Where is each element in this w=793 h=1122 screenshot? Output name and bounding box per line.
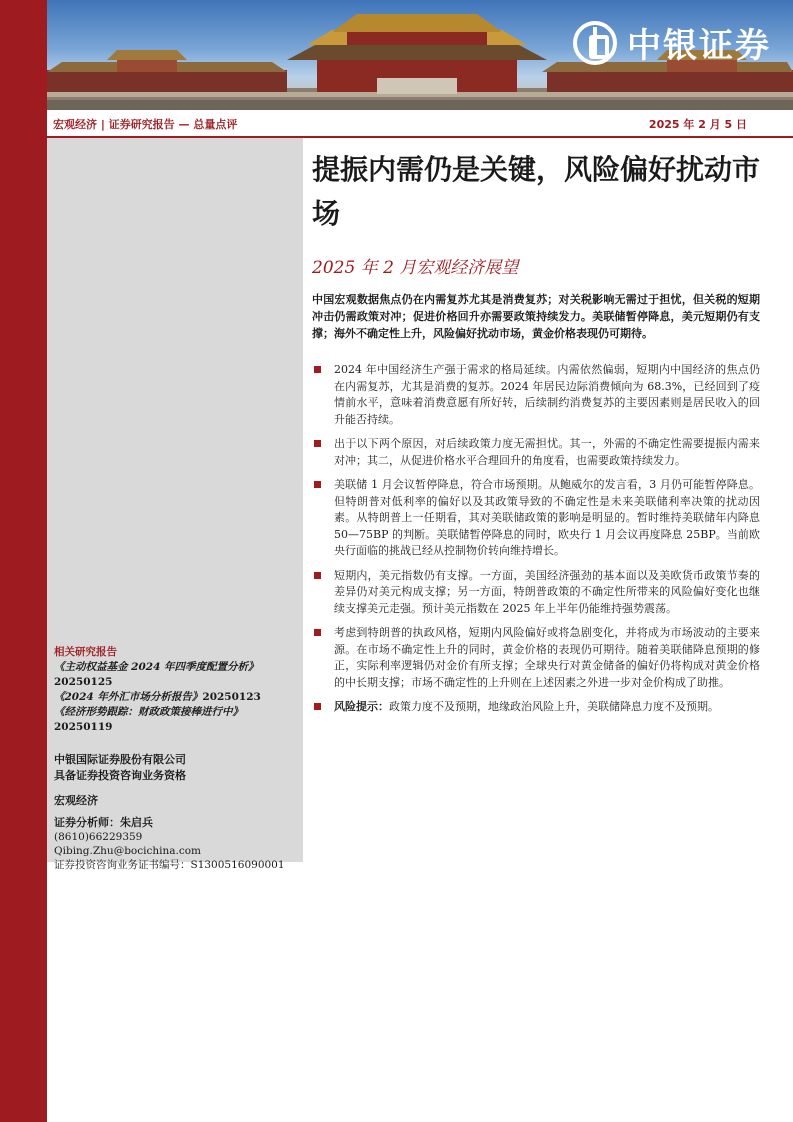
- left-red-bar: [0, 0, 47, 1122]
- related-report-title[interactable]: 《2024 年外汇市场分析报告》20250123: [54, 691, 261, 703]
- report-category: 宏观经济 | 证券研究报告 — 总量点评: [53, 118, 238, 131]
- header-banner: [47, 0, 793, 110]
- analyst-license: 证券投资咨询业务证书编号：S1300516090001: [54, 859, 285, 871]
- analyst-name: 证券分析师：朱启兵: [54, 816, 153, 829]
- report-date: 2025 年 2 月 5 日: [648, 118, 747, 131]
- bullet-square-icon: [314, 572, 321, 579]
- related-report-date: 20250119: [54, 721, 113, 733]
- related-reports: [54, 645, 298, 735]
- related-report-date: 20250125: [54, 676, 113, 688]
- brand-logo: [573, 18, 771, 67]
- report-subtitle: 2025 年 2 月宏观经济展望: [312, 258, 519, 278]
- sector-label: 宏观经济: [54, 794, 98, 807]
- list-item: 短期内，美元指数仍有支撑。一方面，美国经济强劲的基本面以及美欧货币政策节奏的差异仍对美元构成支撑；另一方面，特朗普政策的不确定性所带来的风险偏好变化也继续支撑美元走强。预计美元指数在 2025 年上半年仍能维持强势震荡。: [312, 568, 760, 618]
- risk-text: 政策力度不及预期，地缘政治风险上升，美联储降息力度不及预期。: [389, 700, 719, 713]
- list-item: 2024 年中国经济生产强于需求的格局延续。内需依然偏弱，短期内中国经济的焦点仍在内需复苏，尤其是消费的复苏。2024 年居民边际消费倾向为 68.3%，已经回到了疫情前水平，意味着消费意愿有所好转，后续制约消费复苏的主要因素则是居民收入的回升能否持续。: [312, 362, 760, 428]
- company-info: [54, 752, 298, 784]
- key-points-list: [312, 362, 760, 724]
- company-name: 中银国际证券股份有限公司: [54, 753, 186, 766]
- analyst-info: [54, 816, 298, 872]
- bullet-square-icon: [314, 703, 321, 710]
- related-heading: 相关研究报告: [54, 646, 117, 658]
- related-report-title[interactable]: 《主动权益基金 2024 年四季度配置分析》: [54, 661, 259, 673]
- bullet-square-icon: [314, 440, 321, 447]
- list-item: 考虑到特朗普的执政风格，短期内风险偏好或将急剧变化，并将成为市场波动的主要来源。在市场不确定性上升的同时，黄金价格的表现仍可期待。随着美联储降息预期的修正，实际利率逻辑仍对金价有所支撑；全球央行对黄金储备的偏好仍将构成对黄金价格的中长期支撑；市场不确定性的上升则在上述因素之外进一步对金价构成了助推。: [312, 625, 760, 691]
- report-subheader: [47, 110, 793, 138]
- risk-label: 风险提示：: [334, 700, 389, 713]
- list-item: 美联储 1 月会议暂停降息，符合市场预期。从鲍威尔的发言看，3 月仍可能暂停降息。但特朗普对低利率的偏好以及其政策导致的不确定性是未来美联储利率决策的扰动因素。从特朗普上一任期看，其对美联储政策的影响是明显的。暂时维持美联储年内降息 50—75BP 的判断。美联储暂停降息的同时，欧央行 1 月会议再度降息 25BP。当前欧央行面临的挑战已经从控制物价转向维持增长。: [312, 477, 760, 560]
- bullet-square-icon: [314, 629, 321, 636]
- bullet-square-icon: [314, 481, 321, 488]
- related-report-title[interactable]: 《经济形势跟踪：财政政策接棒进行中》: [54, 706, 243, 718]
- list-item: 出于以下两个原因，对后续政策力度无需担忧。其一，外需的不确定性需要提振内需来对冲；其二，从促进价格水平合理回升的角度看，也需要政策持续发力。: [312, 436, 760, 469]
- related-report-date: 20250123: [202, 691, 261, 703]
- risk-item: [312, 699, 760, 716]
- report-title: 提振内需仍是关键，风险偏好扰动市场: [312, 153, 761, 230]
- analyst-email[interactable]: Qibing.Zhu@bocichina.com: [54, 845, 201, 857]
- boc-logo-icon: [573, 21, 617, 65]
- bullet-square-icon: [314, 366, 321, 373]
- brand-name: 中银证券: [627, 26, 771, 66]
- report-summary: 中国宏观数据焦点仍在内需复苏尤其是消费复苏；对关税影响无需过于担忧，但关税的短期冲击仍需政策对冲；促进价格回升亦需要政策持续发力。美联储暂停降息，美元短期仍有支撑；海外不确定性上升，风险偏好扰动市场，黄金价格表现仍可期待。: [312, 293, 760, 340]
- analyst-phone: (8610)66229359: [54, 831, 143, 843]
- company-qualification: 具备证券投资咨询业务资格: [54, 769, 186, 782]
